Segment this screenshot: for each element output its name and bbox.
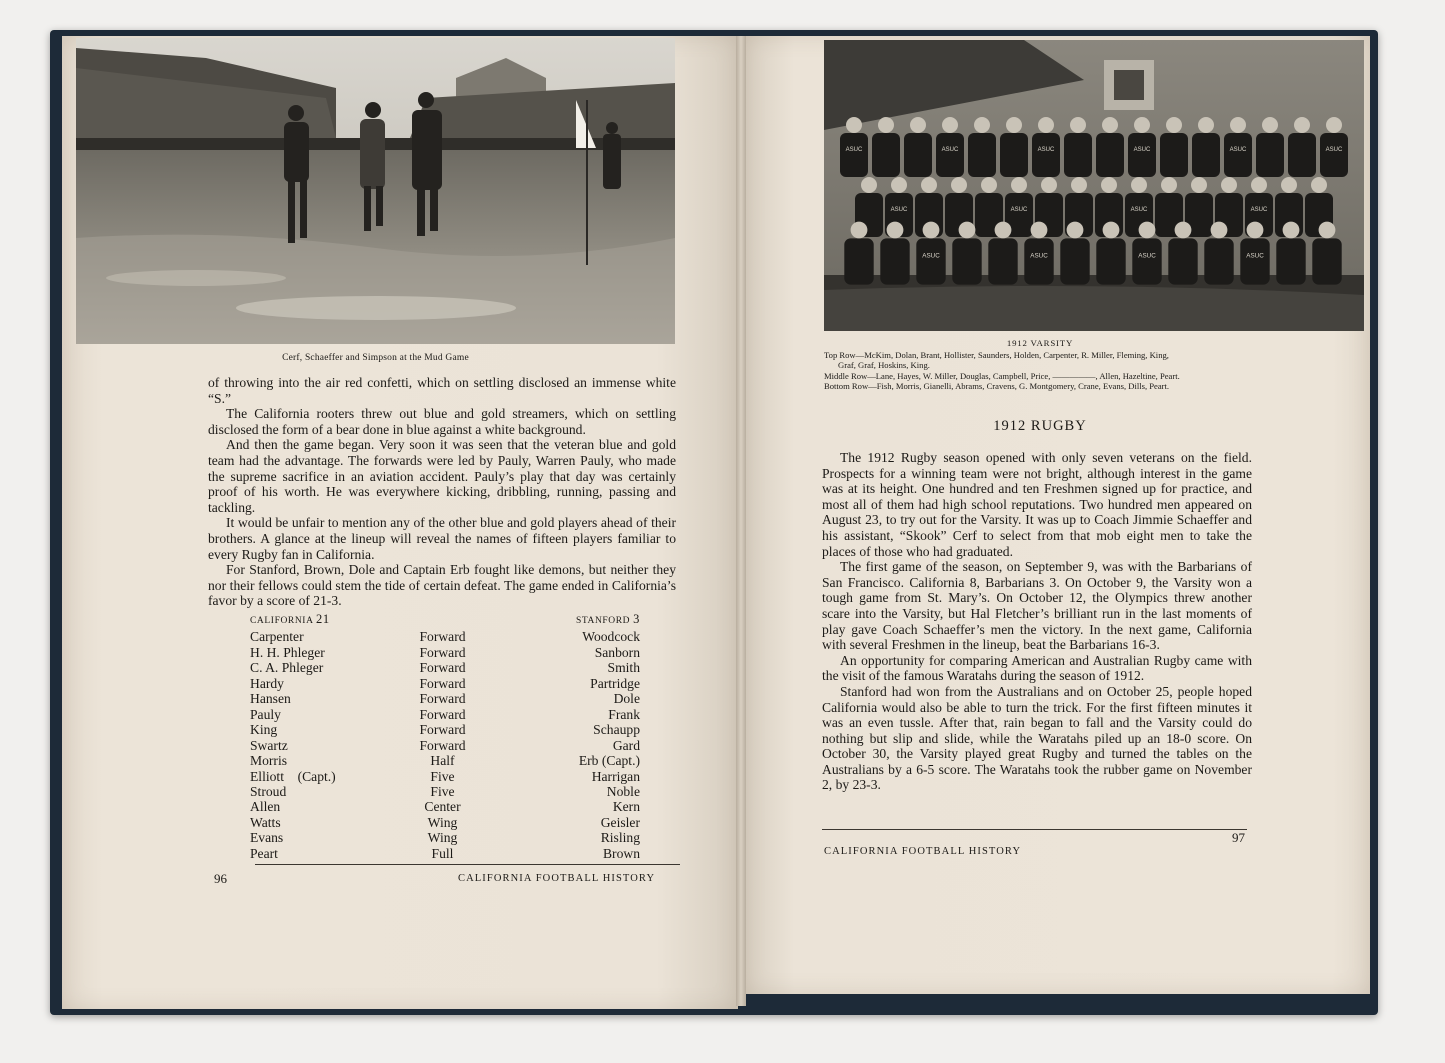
player-position: Forward <box>419 660 466 676</box>
stanford-player: Erb (Capt.) <box>578 753 640 769</box>
california-player: Elliott (Capt.) <box>250 768 336 784</box>
california-player: Hardy <box>250 675 284 691</box>
mud-game-photo <box>76 38 675 344</box>
lineup-row <box>250 846 640 861</box>
california-player: Hansen <box>250 691 291 707</box>
roster-line: Graf, Graf, Hoskins, King. <box>838 360 930 371</box>
left-footer-rule <box>255 864 680 865</box>
player-position: Center <box>424 799 461 815</box>
home-score: 21 <box>316 612 330 626</box>
lineup-row <box>250 738 640 753</box>
player-position: Five <box>430 768 455 784</box>
varsity-team-photo <box>824 40 1364 331</box>
stanford-player: Noble <box>606 783 640 799</box>
roster-line: Middle Row—Lane, Hayes, W. Miller, Douglas, Campbell, Price, —————, Allen, Hazeltine, Peart. <box>824 370 1180 381</box>
stanford-player: Schaupp <box>593 722 640 738</box>
svg-text:ASUC: ASUC <box>1138 252 1156 260</box>
stanford-player: Geisler <box>600 814 640 830</box>
lineup-row <box>250 707 640 722</box>
california-player: Peart <box>250 845 278 861</box>
lineup-row <box>250 784 640 799</box>
roster-line: Bottom Row—Fish, Morris, Gianelli, Abrams, Cravens, G. Montgomery, Crane, Evans, Dills, Peart. <box>824 381 1170 392</box>
left-body-text <box>208 375 676 609</box>
paragraph: The 1912 Rugby season opened with only seven veterans on the field. Prospects for a winning team were not bright, although interest in the game was at its height. One hundred and ten Freshmen signed up for practice, and most all of them had high school reputations. Two hundred men appeared on August 23, to try out for the Varsity. It was up to Coach Jimmie Schaeffer and his assistant, “Skook” Cerf to select from that mob eight men to take the places of those who had graduated. <box>822 450 1252 559</box>
player-position: Forward <box>419 722 466 738</box>
paragraph: of throwing into the air red confetti, which on settling disclosed an immense white “S.” <box>208 375 676 406</box>
paragraph: It would be unfair to mention any of the other blue and gold players ahead of their brothers. A glance at the lineup will reveal the names of fifteen players familiar to every Rugby fan in California. <box>208 515 676 562</box>
paragraph: The California rooters threw out blue and gold streamers, which on settling disclosed the form of a bear done in blue against a white background. <box>208 406 676 437</box>
svg-text:ASUC: ASUC <box>1325 147 1343 153</box>
lineup-row <box>250 629 640 644</box>
player-position: Full <box>431 845 454 861</box>
california-player: Evans <box>250 830 284 846</box>
california-player: H. H. Phleger <box>250 644 325 660</box>
lineup-header <box>250 612 640 629</box>
svg-text:ASUC: ASUC <box>1133 147 1151 153</box>
lineup-row <box>250 769 640 784</box>
paragraph: For Stanford, Brown, Dole and Captain Erb fought like demons, but neither they nor their fellows could stem the tide of certain defeat. The game ended in California’s favor by a score of 21-3. <box>208 562 676 609</box>
player-position: Wing <box>427 814 458 830</box>
svg-text:ASUC: ASUC <box>1229 147 1247 153</box>
varsity-roster <box>824 350 1256 392</box>
roster-line: Top Row—McKim, Dolan, Brant, Hollister, Saunders, Holden, Carpenter, R. Miller, Fleming, King, <box>824 350 1169 360</box>
stanford-player: Sanborn <box>594 644 640 660</box>
california-player: C. A. Phleger <box>250 660 324 676</box>
paragraph: Stanford had won from the Australians and on October 25, people hoped California would also be able to turn the trick. For the first fifteen minutes it was an even tussle. After that, rain began to fall and the Varsity could do nothing but slip and slide, while the Waratahs piled up an 18-0 score. On October 30, the Varsity played great Rugby and turned the tables on the Australians by a 6-5 score. The Waratahs took the rubber game on November 2, by 23-3. <box>822 683 1252 793</box>
lineup-row <box>250 645 640 660</box>
paragraph: The first game of the season, on September 9, was with the Barbarians of San Francisco. California 8, Barbarians 3. On October 9, the Varsity won a tough game from St. Mary’s. On October 12, the Olympics threw another scare into the Varsity, but Hal Fletcher’s brilliant run in the last moments of play gave Coach Schaeffer’s men the victory. In the next game, California with several Freshmen in the lineup, beat the Barbarians 16-3. <box>822 559 1252 653</box>
right-body-text <box>822 450 1252 793</box>
svg-text:ASUC: ASUC <box>1037 147 1055 153</box>
lineup-row <box>250 830 640 845</box>
lineup-row <box>250 676 640 691</box>
stanford-player: Frank <box>608 706 640 722</box>
right-footer-rule <box>822 829 1247 830</box>
running-head-left: CALIFORNIA FOOTBALL HISTORY <box>458 873 656 884</box>
california-player: Stroud <box>250 783 287 799</box>
away-team: STANFORD <box>575 616 631 626</box>
game-lineup <box>250 612 640 861</box>
california-player: Carpenter <box>250 629 304 645</box>
svg-text:ASUC: ASUC <box>1030 252 1048 260</box>
away-score: 3 <box>633 612 640 626</box>
lineup-row <box>250 722 640 737</box>
svg-text:ASUC: ASUC <box>1246 252 1264 260</box>
california-player: King <box>250 722 278 738</box>
lineup-row <box>250 753 640 768</box>
player-position: Half <box>430 753 455 769</box>
stanford-player: Brown <box>602 845 640 861</box>
player-position: Forward <box>419 691 466 707</box>
paragraph: And then the game began. Very soon it was seen that the veteran blue and gold team had the advantage. The forwards were led by Pauly, Warren Pauly, who made the supreme sacrifice in an aviation accident. Pauly’s play that day was certainly proof of his worth. He was everywhere kicking, dribbling, running, passing and tackling. <box>208 437 676 515</box>
svg-text:ASUC: ASUC <box>1130 207 1148 213</box>
book-gutter <box>736 36 746 1006</box>
running-head-right: CALIFORNIA FOOTBALL HISTORY <box>824 846 1022 857</box>
stanford-player: Dole <box>613 691 640 707</box>
california-player: Pauly <box>250 706 281 722</box>
stanford-player: Risling <box>600 830 640 846</box>
lineup-row <box>250 815 640 830</box>
lineup-row <box>250 799 640 814</box>
svg-text:ASUC: ASUC <box>845 147 863 153</box>
player-position: Forward <box>419 675 466 691</box>
lineup-row <box>250 691 640 706</box>
stanford-player: Harrigan <box>591 768 640 784</box>
svg-text:ASUC: ASUC <box>1010 207 1028 213</box>
page-number-left: 96 <box>214 871 227 886</box>
player-position: Wing <box>427 830 458 846</box>
california-player: Allen <box>250 799 281 815</box>
mud-game-caption: Cerf, Schaeffer and Simpson at the Mud Game <box>282 353 469 363</box>
california-player: Swartz <box>250 737 288 753</box>
svg-text:ASUC: ASUC <box>1250 207 1268 213</box>
paragraph: An opportunity for comparing American and Australian Rugby came with the visit of the famous Waratahs during the season of 1912. <box>822 652 1252 684</box>
svg-text:ASUC: ASUC <box>890 207 908 213</box>
stanford-player: Woodcock <box>582 629 640 645</box>
lineup-row <box>250 660 640 675</box>
section-title: 1912 RUGBY <box>993 418 1087 434</box>
stanford-player: Kern <box>612 799 640 815</box>
california-player: Morris <box>250 753 288 769</box>
varsity-caption: 1912 VARSITY <box>1006 338 1074 348</box>
player-position: Forward <box>419 629 466 645</box>
stanford-player: Smith <box>607 660 640 676</box>
player-position: Forward <box>419 706 466 722</box>
player-position: Forward <box>419 644 466 660</box>
stanford-player: Gard <box>612 737 640 753</box>
stanford-player: Partridge <box>590 675 640 691</box>
svg-text:ASUC: ASUC <box>922 252 940 260</box>
page-number-right: 97 <box>1232 830 1245 845</box>
player-position: Forward <box>419 737 466 753</box>
player-position: Five <box>430 783 455 799</box>
home-team: CALIFORNIA <box>250 616 314 626</box>
california-player: Watts <box>250 814 281 830</box>
svg-text:ASUC: ASUC <box>941 147 959 153</box>
